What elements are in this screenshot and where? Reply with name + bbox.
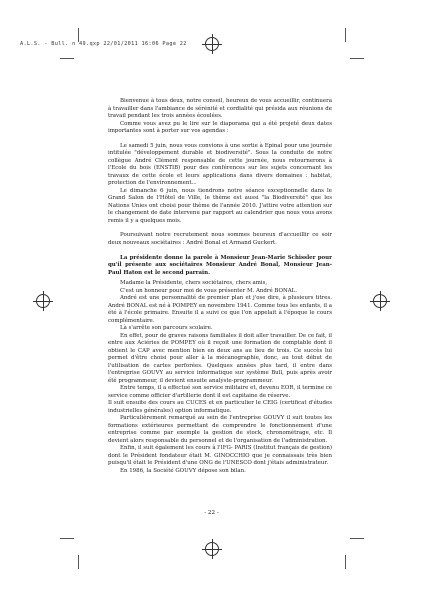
crop-mark: [60, 58, 74, 59]
paragraph: Là s'arrête son parcours scolaire.: [120, 325, 213, 332]
crop-mark: [350, 538, 364, 539]
paragraph: Enfin, il suit également les cours à l'IFG- PARIS (Institut français de gestion) dont le Président fondateur était M. GINOCCHIO que je connaissais très bien puisqu'il était le Président d'une ONG de l'UNESCO dont j'étais administrateur.: [108, 445, 332, 467]
paragraph: En 1986, la Société GOUVY dépose son bilan.: [120, 467, 246, 474]
registration-mark-icon: [373, 294, 387, 308]
crop-mark: [350, 58, 364, 59]
body-text: [108, 98, 332, 475]
paragraph: Particulièrement remarqué au sein de l'entreprise GOUVY il suit toutes les formations extérieures permettant de comprendre le fonctionnement d'une entreprise comme par exemple la gestion de stock, chronométrage, etc. Il devient alors responsable du personnel et de l'organisation de l'administration.: [108, 415, 332, 444]
print-slug: A.L.S. - Bull. n 49.qxp 22/01/2011 16:06 Page 22: [20, 41, 187, 47]
crop-mark: [60, 538, 74, 539]
paragraph: Il suit ensuite des cours au CUCES et en particulier le CEIG (certificat d'études industrielles générales) option informatique.: [108, 400, 332, 414]
crop-mark: [345, 28, 346, 42]
paragraph: En effet, pour de graves raisons familiales il doit aller travailler. De ce fait, il entre aux Aciéries de POMPEY où il reçoit une formation de comptable dont il obtient le CAP avec mention bien en deux ans au lieu de trois. Ce succès lui permet d'être choisi pour aller à la mécanographie, donc, au tout début de l'utilisation de cartes perforées. Quelques années plus tard, il entre dans l'entreprise GOUVY au service informatique sur système Bull, puis après avoir été programmeur, il devient ensuite analyste-programmeur.: [108, 332, 332, 384]
crop-mark: [78, 555, 79, 569]
paragraph: Entre temps, il a effectué son service militaire et, devenu EOR, il termine ce service comme officier d'artillerie dont il est capitaine de réserve.: [108, 385, 332, 399]
paragraph: André est une personnalité de premier plan et j'ose dire, à plusieurs titres. André BONAL est né à POMPEY en novembre 1941. Comme tous les enfants, il a été à l'école primaire. Ensuite il a suivi ce que l'on appelait à l'époque le cours complémentaire.: [108, 295, 332, 324]
page-number: - 22 -: [204, 510, 219, 516]
crop-mark: [345, 555, 346, 569]
paragraph: Le dimanche 6 juin, nous tiendrons notre séance exceptionnelle dans le Grand Salon de l'Hôtel de Ville, le thème est aussi "la Biodiversité" que les Nations Unies ont choisi pour thème de l'année 2010. J'attire votre attention sur le changement de date intervenu par rapport au calendrier que nous vous avons remis il y a quelques mois.: [108, 187, 332, 224]
paragraph: Poursuivant notre recrutement nous sommes heureux d'accueillir ce soir deux nouveaux sociétaires : André Bonal et Armand Guckert.: [108, 232, 332, 246]
section-heading: La présidente donne la parole à Monsieur Jean-Marie Schissler pour qu'il présente aux sociétaires Monsieur André Bonal, Monsieur Jean-Paul Haton est le second parrain.: [108, 254, 332, 276]
registration-mark-icon: [36, 294, 50, 308]
registration-mark-icon: [205, 37, 219, 51]
paragraph: Le samedi 5 juin, nous vous convions à une sortie à Epinal pour une journée intitulée "développement durable et biodiversité". Sous la conduite de notre collègue André Clément responsable de cette journée, nous retournerons à l'Ecole du bois (ENSTIB) pour des conférences sur les sujets concernant les travaux de cette école et leurs applications dans divers domaines : habitat, protection de l'environnement...: [108, 142, 332, 187]
registration-mark-icon: [205, 542, 219, 556]
paragraph: Comme vous avez pu le lire sur le diaporama qui a été projeté deux dates importantes sont à porter sur vos agendas :: [108, 120, 332, 134]
paragraph: Madame la Présidente, chers sociétaires, chers amis,: [120, 280, 268, 287]
paragraph: Bienvenue à tous deux, notre conseil, heureux de vous accueillir, continuera à travailler dans l'ambiance de sérénité et cordialité qui présida aux réunions de travail pendant les trois années écoulées.: [108, 98, 332, 119]
paragraph: C'est un honneur pour moi de vous présenter M. André BONAL.: [120, 287, 298, 294]
crop-mark: [78, 28, 79, 42]
